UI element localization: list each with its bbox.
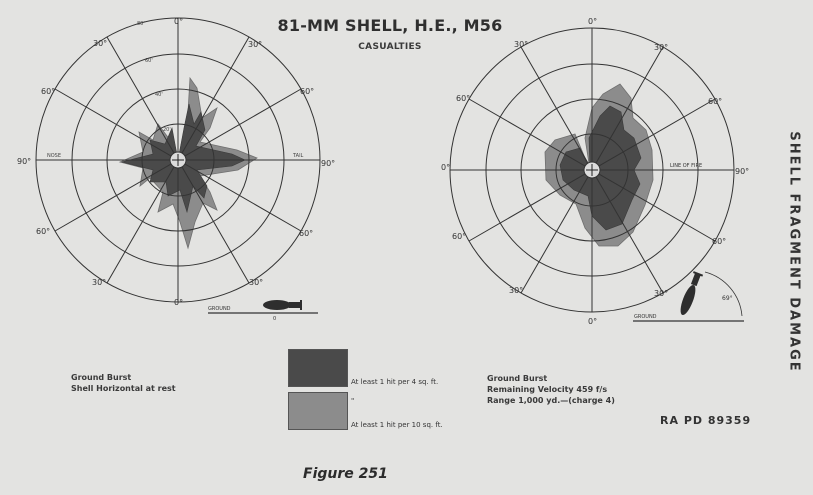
right-caption-line2: Remaining Velocity 459 f/s <box>487 385 608 394</box>
right-ground-inset <box>633 272 744 321</box>
right-label-mid-left-lower: 60° <box>452 232 467 241</box>
left-label-right: 90° <box>321 159 336 168</box>
right-label-left: 0° <box>441 163 451 172</box>
nose-label: NOSE <box>47 153 62 159</box>
right-shell-center-marker <box>584 162 600 178</box>
left-ring-label-20: 20' <box>163 127 171 133</box>
impact-angle-label: 69° <box>722 295 733 302</box>
right-label-mid-left-upper: 60° <box>456 94 471 103</box>
right-label-bottom: 0° <box>588 317 598 326</box>
left-label-bottom: 0° <box>174 298 184 307</box>
left-ground-label: GROUND <box>208 306 231 312</box>
right-label-mid-right-upper: 60° <box>708 97 723 106</box>
legend-label-dark: At least 1 hit per 4 sq. ft. <box>351 378 439 386</box>
right-caption-line3: Range 1,000 yd.—(charge 4) <box>487 396 615 405</box>
right-label-upper-left: 30° <box>514 40 529 49</box>
right-ground-label: GROUND <box>634 314 657 320</box>
right-label-lower-right: 30° <box>654 289 669 298</box>
right-label-upper-right: 30° <box>654 43 669 52</box>
left-ring-label-60: 60' <box>145 58 153 64</box>
right-caption <box>487 373 615 406</box>
left-caption-line1: Ground Burst <box>71 373 132 382</box>
impact-angle-arc <box>705 272 742 316</box>
right-label-top: 0° <box>588 17 598 26</box>
left-label-top: 0° <box>174 17 184 26</box>
left-label-left: 90° <box>17 157 32 166</box>
tail-label: TAIL <box>293 153 304 159</box>
legend-mid-marker: " <box>351 397 355 405</box>
left-label-upper-right: 30° <box>248 40 263 49</box>
left-label-lower-left: 30° <box>92 278 107 287</box>
legend-label-light: At least 1 hit per 10 sq. ft. <box>351 421 443 429</box>
left-label-upper-left: 30° <box>93 39 108 48</box>
right-label-right: 90° <box>735 167 750 176</box>
right-label-mid-right-lower: 60° <box>712 237 727 246</box>
figure-label: Figure 251 <box>303 466 388 482</box>
right-label-lower-left: 30° <box>509 286 524 295</box>
chart-subtitle: CASUALTIES <box>358 42 422 52</box>
side-label-text: SHELL FRAGMENT DAMAGE <box>786 131 802 373</box>
left-label-mid-right-upper: 60° <box>300 87 315 96</box>
legend-swatch-light <box>288 392 348 430</box>
left-label-lower-right: 30° <box>249 278 264 287</box>
left-label-mid-left-upper: 60° <box>41 87 56 96</box>
left-ring-label-80: 80' <box>137 21 145 27</box>
right-caption-line1: Ground Burst <box>487 374 548 383</box>
left-label-mid-right-lower: 60° <box>299 229 314 238</box>
legend-swatch-dark <box>288 349 348 387</box>
left-label-mid-left-lower: 60° <box>36 227 51 236</box>
left-zero-label: 0 <box>273 316 277 322</box>
left-caption <box>71 372 176 394</box>
line-of-fire-label: LINE OF FIRE <box>670 163 703 169</box>
chart-title: 81-MM SHELL, H.E., M56 <box>277 16 503 35</box>
shell-inclined-icon <box>678 272 703 317</box>
reference-number: RA PD 89359 <box>660 414 752 427</box>
left-ring-label-40: 40' <box>155 92 163 98</box>
left-caption-line2: Shell Horizontal at rest <box>71 384 176 393</box>
